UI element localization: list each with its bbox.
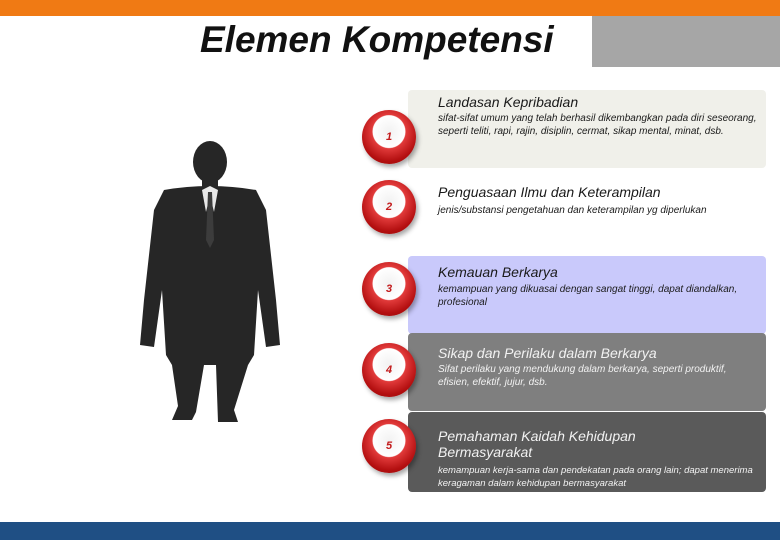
item-description: kemampuan kerja-sama dan pendekatan pada orang lain; dapat menerima keragaman dalam kehidupan bermasyarakat [438, 465, 753, 489]
item-description: sifat-sifat umum yang telah berhasil dikembangkan pada diri seseorang, seperti teliti, rapi, rajin, disiplin, cermat, sikap mental, minat, dsb. [438, 113, 757, 137]
slide-title: Elemen Kompetensi [200, 19, 554, 60]
number-badge: 4 [362, 343, 416, 397]
item-heading: Sikap dan Perilaku dalam Berkarya [438, 345, 657, 361]
item-heading: Landasan Kepribadian [438, 94, 579, 110]
competency-item-3 [362, 256, 767, 336]
competency-item-4 [362, 333, 767, 413]
top-accent-stripe [0, 0, 780, 16]
item-description: kemampuan yang dikuasai dengan sangat tinggi, dapat diandalkan, profesional [438, 284, 738, 308]
businessman-silhouette [134, 140, 286, 425]
competency-item-2 [362, 174, 767, 254]
number-badge: 2 [362, 180, 416, 234]
competency-item-5 [362, 412, 767, 492]
number-badge: 1 [362, 110, 416, 164]
item-heading: Penguasaan Ilmu dan Keterampilan [438, 184, 661, 200]
number-badge: 5 [362, 419, 416, 473]
item-heading: Kemauan Berkarya [438, 264, 558, 280]
item-heading: Pemahaman Kaidah Kehidupan Bermasyarakat [438, 428, 636, 460]
competency-item-1 [362, 90, 767, 170]
bottom-bar [0, 522, 780, 540]
item-description: jenis/substansi pengetahuan dan keterampilan yg diperlukan [438, 205, 707, 216]
item-description: Sifat perilaku yang mendukung dalam berkarya, seperti produktif, efisien, efektif, jujur, dsb. [438, 364, 727, 388]
number-badge: 3 [362, 262, 416, 316]
